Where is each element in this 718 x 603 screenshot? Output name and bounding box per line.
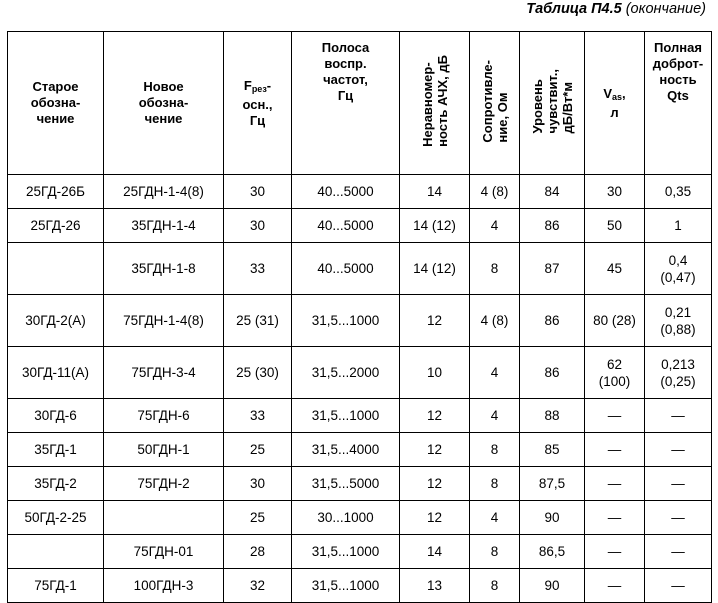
cell-vas xyxy=(585,535,645,569)
cell-sensitivity xyxy=(520,399,585,433)
cell-value: 84 xyxy=(544,184,560,199)
cell-old-designation xyxy=(8,433,104,467)
table-header-row xyxy=(8,32,712,175)
cell-value: 45 xyxy=(606,261,623,276)
cell-value: 25ГД-26Б xyxy=(26,184,85,199)
cell-value: 4 xyxy=(490,365,499,380)
cell-total-q xyxy=(645,347,712,399)
cell-value: 0,35 xyxy=(664,184,692,199)
cell-total-q xyxy=(645,295,712,347)
cell-value: 35ГД-1 xyxy=(34,442,77,457)
cell-new-designation xyxy=(104,347,224,399)
cell-value: 8 xyxy=(490,544,499,559)
table-row xyxy=(8,209,712,243)
cell-value: — xyxy=(607,510,622,525)
cell-value: 25ГД-26 xyxy=(30,218,81,233)
cell-value: 14 xyxy=(426,544,443,559)
table-row xyxy=(8,243,712,295)
cell-new-designation xyxy=(104,569,224,603)
cell-vas xyxy=(585,347,645,399)
cell-value: 0,213 (0,25) xyxy=(660,356,696,389)
cell-value: 75ГДН-2 xyxy=(137,476,190,491)
cell-value: 85 xyxy=(544,442,560,457)
cell-sensitivity xyxy=(520,209,585,243)
cell-sensitivity xyxy=(520,433,585,467)
cell-value: 31,5...1000 xyxy=(311,544,380,559)
cell-impedance xyxy=(470,467,520,501)
cell-resonance-frequency xyxy=(224,433,292,467)
cell-value: — xyxy=(671,442,685,457)
cell-value: 13 xyxy=(426,578,443,593)
cell-value: 75ГД-1 xyxy=(34,578,77,593)
cell-value: 33 xyxy=(249,261,266,276)
cell-value: 100ГДН-3 xyxy=(133,578,194,593)
cell-value: 30...1000 xyxy=(317,510,374,525)
cell-value: 4 xyxy=(490,408,499,423)
cell-value: 90 xyxy=(544,578,560,593)
cell-frequency-band xyxy=(292,347,400,399)
table-row xyxy=(8,347,712,399)
cell-total-q xyxy=(645,433,712,467)
cell-value: 12 xyxy=(426,313,443,328)
cell-resonance-frequency xyxy=(224,399,292,433)
cell-value: 30ГД-6 xyxy=(34,408,77,423)
cell-value: 4 (8) xyxy=(480,313,509,328)
header-resonance-frequency xyxy=(224,32,292,175)
cell-value: 35ГДН-1-4 xyxy=(131,218,196,233)
cell-nonuniformity xyxy=(400,243,470,295)
header-old-designation: Старое обозна- чение xyxy=(8,32,104,175)
cell-sensitivity xyxy=(520,175,585,209)
cell-value: 0,4 (0,47) xyxy=(660,252,696,285)
cell-sensitivity xyxy=(520,347,585,399)
cell-nonuniformity xyxy=(400,347,470,399)
cell-resonance-frequency xyxy=(224,569,292,603)
table-row xyxy=(8,433,712,467)
cell-impedance xyxy=(470,501,520,535)
cell-nonuniformity xyxy=(400,501,470,535)
cell-new-designation xyxy=(104,433,224,467)
cell-frequency-band xyxy=(292,535,400,569)
cell-value: — xyxy=(671,476,685,491)
cell-value: 30ГД-2(А) xyxy=(25,313,86,328)
cell-value: — xyxy=(607,408,622,423)
cell-total-q xyxy=(645,467,712,501)
cell-value: 14 (12) xyxy=(413,261,456,276)
cell-nonuniformity xyxy=(400,295,470,347)
cell-new-designation xyxy=(104,175,224,209)
cell-new-designation xyxy=(104,243,224,295)
cell-resonance-frequency xyxy=(224,501,292,535)
vas-sub: as xyxy=(612,91,623,102)
cell-resonance-frequency xyxy=(224,467,292,501)
cell-resonance-frequency xyxy=(224,295,292,347)
cell-value: 50ГДН-1 xyxy=(137,442,190,457)
cell-total-q xyxy=(645,399,712,433)
cell-nonuniformity xyxy=(400,467,470,501)
cell-value: — xyxy=(671,544,685,559)
cell-value: 25 (30) xyxy=(236,365,279,380)
cell-value: — xyxy=(607,476,622,491)
cell-new-designation xyxy=(104,467,224,501)
cell-value: 30 xyxy=(249,184,266,199)
cell-vas xyxy=(585,399,645,433)
vas-main: V xyxy=(603,85,613,101)
cell-value: 75ГДН-6 xyxy=(137,408,190,423)
cell-value: 86 xyxy=(544,313,560,328)
cell-resonance-frequency xyxy=(224,347,292,399)
cell-value: 33 xyxy=(249,408,266,423)
cell-sensitivity xyxy=(520,569,585,603)
cell-value: 1 xyxy=(674,218,682,233)
cell-nonuniformity xyxy=(400,209,470,243)
fres-rest: - осн., Гц xyxy=(242,77,273,128)
header-nonuniformity: Неравномер- ность АЧХ, дБ xyxy=(400,32,470,175)
cell-impedance xyxy=(470,399,520,433)
cell-vas xyxy=(585,243,645,295)
table-row xyxy=(8,295,712,347)
cell-value: 31,5...1000 xyxy=(311,313,380,328)
cell-value: 30 xyxy=(606,184,623,199)
cell-old-designation xyxy=(8,347,104,399)
cell-value: 62 (100) xyxy=(598,356,631,389)
cell-value: — xyxy=(671,510,685,525)
cell-value: 4 (8) xyxy=(480,184,509,199)
cell-total-q xyxy=(645,175,712,209)
cell-value: 80 (28) xyxy=(593,313,636,328)
cell-nonuniformity xyxy=(400,175,470,209)
cell-frequency-band xyxy=(292,433,400,467)
cell-value: 12 xyxy=(426,442,443,457)
header-new-designation: Новое обозна- чение xyxy=(104,32,224,175)
cell-impedance xyxy=(470,295,520,347)
cell-value: 30ГД-11(А) xyxy=(21,365,90,380)
cell-resonance-frequency xyxy=(224,535,292,569)
cell-total-q xyxy=(645,243,712,295)
cell-value: 30 xyxy=(249,218,266,233)
cell-value: 28 xyxy=(249,544,266,559)
cell-value: 30 xyxy=(249,476,266,491)
cell-value: 87,5 xyxy=(538,476,566,491)
cell-value: 40...5000 xyxy=(317,218,374,233)
cell-impedance xyxy=(470,243,520,295)
cell-value: 4 xyxy=(490,510,499,525)
cell-impedance xyxy=(470,433,520,467)
cell-value: 0,21 (0,88) xyxy=(660,304,696,337)
cell-nonuniformity xyxy=(400,433,470,467)
cell-vas xyxy=(585,501,645,535)
cell-value: 8 xyxy=(490,578,499,593)
cell-value: 12 xyxy=(426,476,443,491)
cell-impedance xyxy=(470,535,520,569)
cell-value: 31,5...2000 xyxy=(311,365,380,380)
cell-total-q xyxy=(645,569,712,603)
cell-value: 12 xyxy=(426,408,443,423)
header-impedance: Сопротивле- ние, Ом xyxy=(470,32,520,175)
header-total-q: Полная доброт- ность Qts xyxy=(645,32,712,175)
cell-frequency-band xyxy=(292,467,400,501)
cell-new-designation xyxy=(104,295,224,347)
table-caption xyxy=(526,1,706,17)
cell-frequency-band xyxy=(292,569,400,603)
table-row xyxy=(8,535,712,569)
cell-value: 90 xyxy=(544,510,560,525)
cell-frequency-band xyxy=(292,209,400,243)
header-vas xyxy=(585,32,645,175)
cell-impedance xyxy=(470,569,520,603)
cell-value: 8 xyxy=(490,261,499,276)
cell-old-designation xyxy=(8,467,104,501)
cell-value: 8 xyxy=(490,442,499,457)
cell-value: 87 xyxy=(544,261,560,276)
cell-value: 31,5...1000 xyxy=(311,578,380,593)
cell-resonance-frequency xyxy=(224,243,292,295)
cell-value: 50ГД-2-25 xyxy=(24,510,87,525)
cell-value: 31,5...5000 xyxy=(311,476,380,491)
fres-main: F xyxy=(243,77,252,93)
cell-value: 10 xyxy=(426,365,443,380)
cell-new-designation xyxy=(104,399,224,433)
cell-total-q xyxy=(645,535,712,569)
cell-impedance xyxy=(470,209,520,243)
cell-nonuniformity xyxy=(400,569,470,603)
cell-frequency-band xyxy=(292,175,400,209)
cell-value: — xyxy=(671,408,685,423)
cell-nonuniformity xyxy=(400,535,470,569)
cell-frequency-band xyxy=(292,501,400,535)
header-frequency-band: Полоса воспр. частот, Гц xyxy=(292,32,400,175)
cell-value: — xyxy=(607,442,622,457)
cell-vas xyxy=(585,467,645,501)
cell-old-designation xyxy=(8,501,104,535)
cell-impedance xyxy=(470,347,520,399)
cell-old-designation xyxy=(8,535,104,569)
cell-old-designation xyxy=(8,295,104,347)
cell-value: — xyxy=(607,578,622,593)
cell-value: 25 (31) xyxy=(236,313,279,328)
cell-sensitivity xyxy=(520,295,585,347)
cell-sensitivity xyxy=(520,467,585,501)
cell-vas xyxy=(585,295,645,347)
table-caption-note: (окончание) xyxy=(625,1,706,17)
cell-resonance-frequency xyxy=(224,175,292,209)
cell-value: 14 (12) xyxy=(413,218,456,233)
table-row xyxy=(8,175,712,209)
cell-value: 75ГДН-3-4 xyxy=(131,365,196,380)
table-row xyxy=(8,569,712,603)
cell-vas xyxy=(585,175,645,209)
cell-value: — xyxy=(671,578,685,593)
cell-old-designation xyxy=(8,175,104,209)
cell-sensitivity xyxy=(520,243,585,295)
cell-value: 32 xyxy=(249,578,266,593)
cell-value: 75ГДН-01 xyxy=(133,544,194,559)
cell-new-designation xyxy=(104,209,224,243)
vas-rest: , л xyxy=(610,85,626,120)
cell-value: 8 xyxy=(490,476,499,491)
cell-value: 86 xyxy=(544,218,560,233)
cell-value: 40...5000 xyxy=(317,261,374,276)
cell-vas xyxy=(585,569,645,603)
cell-total-q xyxy=(645,209,712,243)
cell-value: 86 xyxy=(544,365,560,380)
cell-vas xyxy=(585,209,645,243)
cell-value: 75ГДН-1-4(8) xyxy=(123,313,204,328)
cell-value: 25ГДН-1-4(8) xyxy=(123,184,204,199)
cell-sensitivity xyxy=(520,535,585,569)
cell-value: 88 xyxy=(544,408,560,423)
cell-new-designation xyxy=(104,535,224,569)
cell-new-designation xyxy=(104,501,224,535)
cell-frequency-band xyxy=(292,399,400,433)
header-sensitivity: Уровень чувствит., дБ/Вт*м xyxy=(520,32,585,175)
cell-value: 35ГДН-1-8 xyxy=(131,261,196,276)
speaker-specs-table xyxy=(7,31,712,603)
cell-resonance-frequency xyxy=(224,209,292,243)
cell-value: 31,5...1000 xyxy=(311,408,380,423)
cell-value: 25 xyxy=(249,442,266,457)
cell-nonuniformity xyxy=(400,399,470,433)
cell-frequency-band xyxy=(292,295,400,347)
cell-sensitivity xyxy=(520,501,585,535)
cell-impedance xyxy=(470,175,520,209)
cell-value: 50 xyxy=(606,218,623,233)
cell-old-designation xyxy=(8,209,104,243)
cell-total-q xyxy=(645,501,712,535)
cell-vas xyxy=(585,433,645,467)
cell-value: — xyxy=(607,544,622,559)
cell-value: 4 xyxy=(490,218,499,233)
cell-frequency-band xyxy=(292,243,400,295)
table-body xyxy=(8,175,712,603)
cell-value: 31,5...4000 xyxy=(311,442,380,457)
cell-value: 40...5000 xyxy=(317,184,374,199)
table-row xyxy=(8,467,712,501)
table-caption-title: Таблица П4.5 xyxy=(526,1,622,17)
cell-old-designation xyxy=(8,399,104,433)
cell-value: 35ГД-2 xyxy=(34,476,77,491)
cell-value: 25 xyxy=(249,510,266,525)
cell-value: 14 xyxy=(426,184,443,199)
cell-old-designation xyxy=(8,243,104,295)
cell-value: 12 xyxy=(426,510,443,525)
table-row xyxy=(8,501,712,535)
fres-sub: рез xyxy=(251,83,267,94)
cell-value: 86,5 xyxy=(538,544,566,559)
table-row xyxy=(8,399,712,433)
cell-old-designation xyxy=(8,569,104,603)
